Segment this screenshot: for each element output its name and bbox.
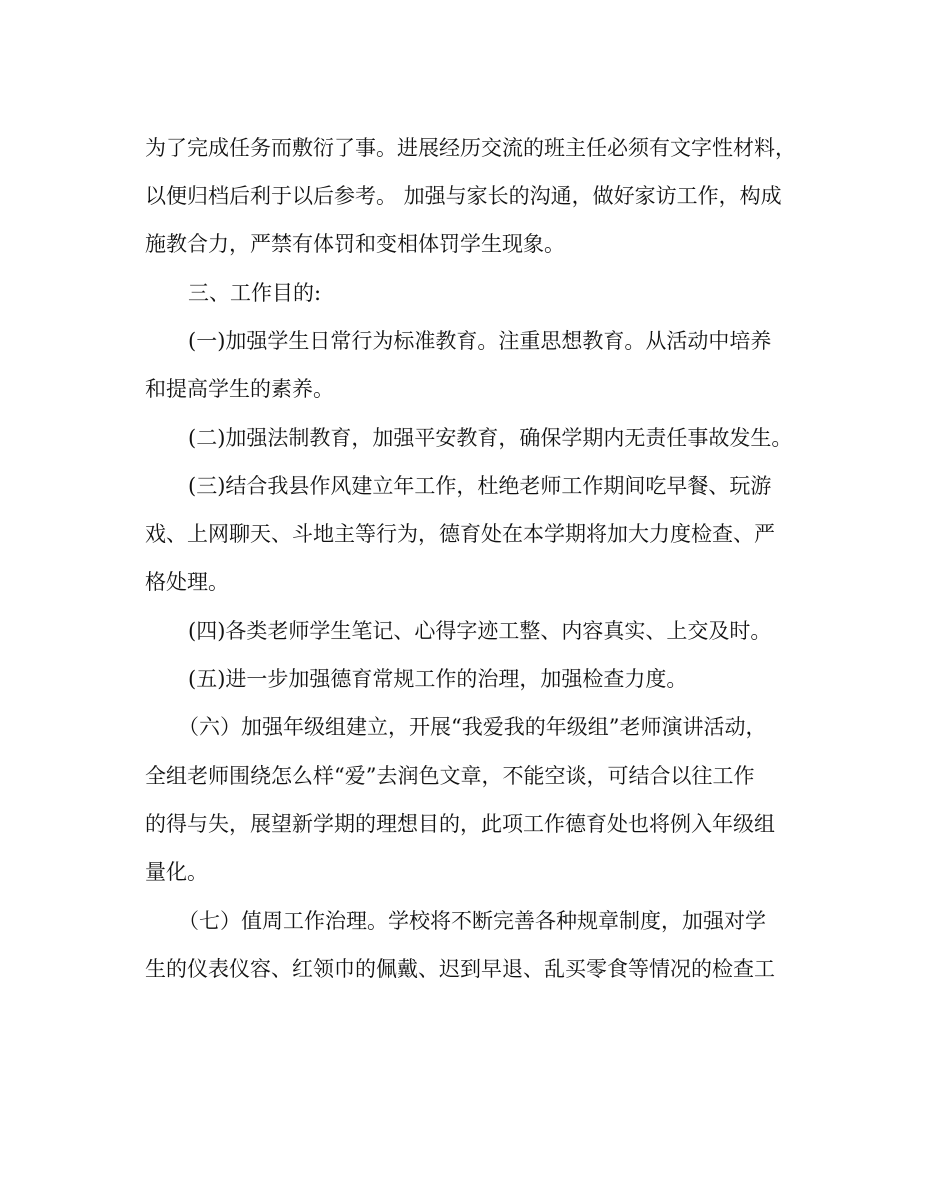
text-line: 以便归档后利于以后参考。 加强与家长的沟通，做好家访工作，构成 [145,184,782,208]
text-line: (二)加强法制教育，加强平安教育，确保学期内无责任事故发生。 [188,426,793,450]
text-line: （七）值周工作治理。学校将不断完善各种规章制度，加强对学 [178,909,766,933]
text-line: (五)进一步加强德育常规工作的治理，加强检查力度。 [188,667,688,691]
text-line: 和提高学生的素养。 [145,377,334,401]
text-line: 生的仪表仪容、红领巾的佩戴、迟到早退、乱买零食等情况的检查工 [145,957,775,981]
text-line: (一)加强学生日常行为标准教育。注重思想教育。从活动中培养 [188,329,772,353]
text-line: 全组老师围绕怎么样“爱”去润色文章，不能空谈，可结合以往工作 [145,764,755,788]
text-line: (四)各类老师学生笔记、心得字迹工整、内容真实、上交及时。 [188,619,772,643]
text-line: 量化。 [145,860,208,884]
text-line: （六）加强年级组建立，开展“我爱我的年级组”老师演讲活动， [178,715,767,739]
text-line: 戏、上网聊天、斗地主等行为，德育处在本学期将加大力度检查、严 [145,522,775,546]
text-line: 施教合力，严禁有体罚和变相体罚学生现象。 [145,232,565,256]
text-line: 为了完成任务而敷衍了事。进展经历交流的班主任必须有文字性材料， [145,136,796,160]
text-line: 的得与失，展望新学期的理想目的，此项工作德育处也将例入年级组 [145,812,775,836]
text-line: 格处理。 [145,570,229,594]
text-line: (三)结合我县作风建立年工作，杜绝老师工作期间吃早餐、玩游 [188,474,772,498]
section-heading: 三、工作目的: [188,281,322,305]
